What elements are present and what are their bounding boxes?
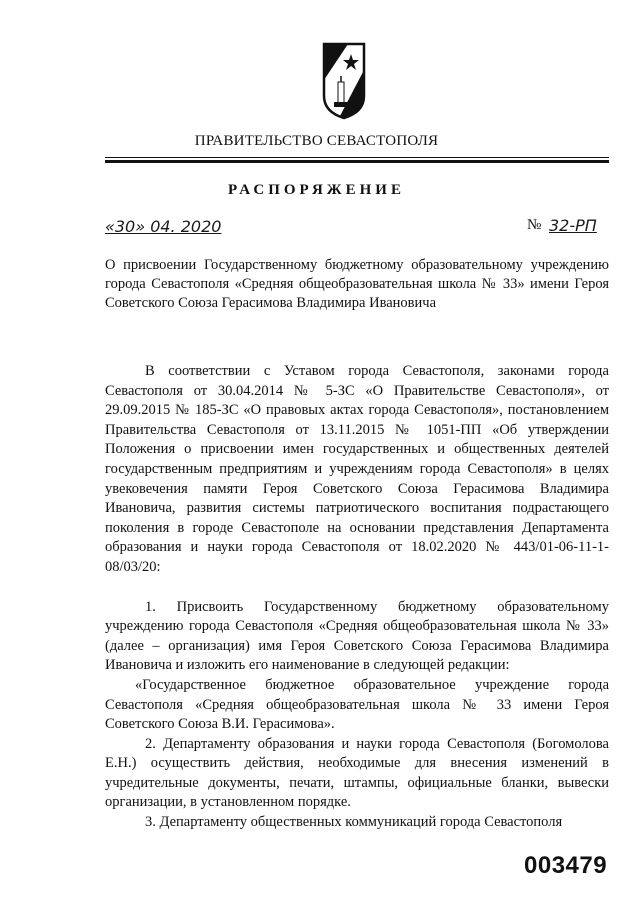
document-body (105, 362, 609, 833)
document-type-title: РАСПОРЯЖЕНИЕ (228, 182, 405, 198)
document-number: 32-РП (549, 216, 597, 235)
header-rule-thin (105, 157, 609, 158)
document-date: «30» 04. 2020 (105, 217, 222, 236)
item-1-paragraph: 1. Присвоить Государственному бюджетному образовательному учреждению города Севастополя «Средняя общеобразовательная школа № 33» (далее – организация) имя Героя Советского Союза Герасимова Владимира Ивановича и изложить его наименование в следующей редакции: (105, 598, 609, 674)
coat-of-arms-icon (320, 40, 368, 120)
document-number-label: № (527, 217, 542, 233)
serial-number: 003479 (524, 852, 608, 879)
item-3-paragraph: 3. Департаменту общественных коммуникаций города Севастополя (145, 814, 563, 831)
government-title: ПРАВИТЕЛЬСТВО СЕВАСТОПОЛЯ (194, 133, 439, 149)
item-2-paragraph: 2. Департаменту образования и науки города Севастополя (Богомолова Е.Н.) осуществить действия, необходимые для внесения изменений в учредительные документы, печати, штампы, официальные бланки, вывески организации, в установленном порядке. (105, 735, 609, 811)
header-rule-thick (105, 160, 609, 163)
preamble-paragraph: В соответствии с Уставом города Севастополя, законами города Севастополя от 30.04.2014 № 5-ЗС «О Правительстве Севастополя», от 29.09.2015 № 185-ЗС «О правовых актах города Севастополя», постановлением Правительства Севастополя от 13.11.2015 № 1051-ПП «Об утверждении Положения о присвоении имен государственных и общественных деятелей государственным предприятиям и учреждениям города Севастополя» в целях увековечения памяти Героя Советского Союза Герасимова Владимира Ивановича, развития системы патриотического воспитания подрастающего поколения в городе Севастополе на основании представления Департамента образования и науки города Севастополя от 18.02.2020 № 443/01-06-11-1-08/03/20: (105, 363, 609, 575)
item-1-quote-paragraph: «Государственное бюджетное образовательное учреждение города Севастополя «Средняя общеобразовательная школа № 33 имени Героя Советского Союза В.И. Герасимова». (105, 676, 609, 733)
document-subject: О присвоении Государственному бюджетному образовательному учреждению города Севастополя «Средняя общеобразовательная школа № 33» имени Героя Советского Союза Герасимова Владимира Ивановича (105, 257, 609, 311)
